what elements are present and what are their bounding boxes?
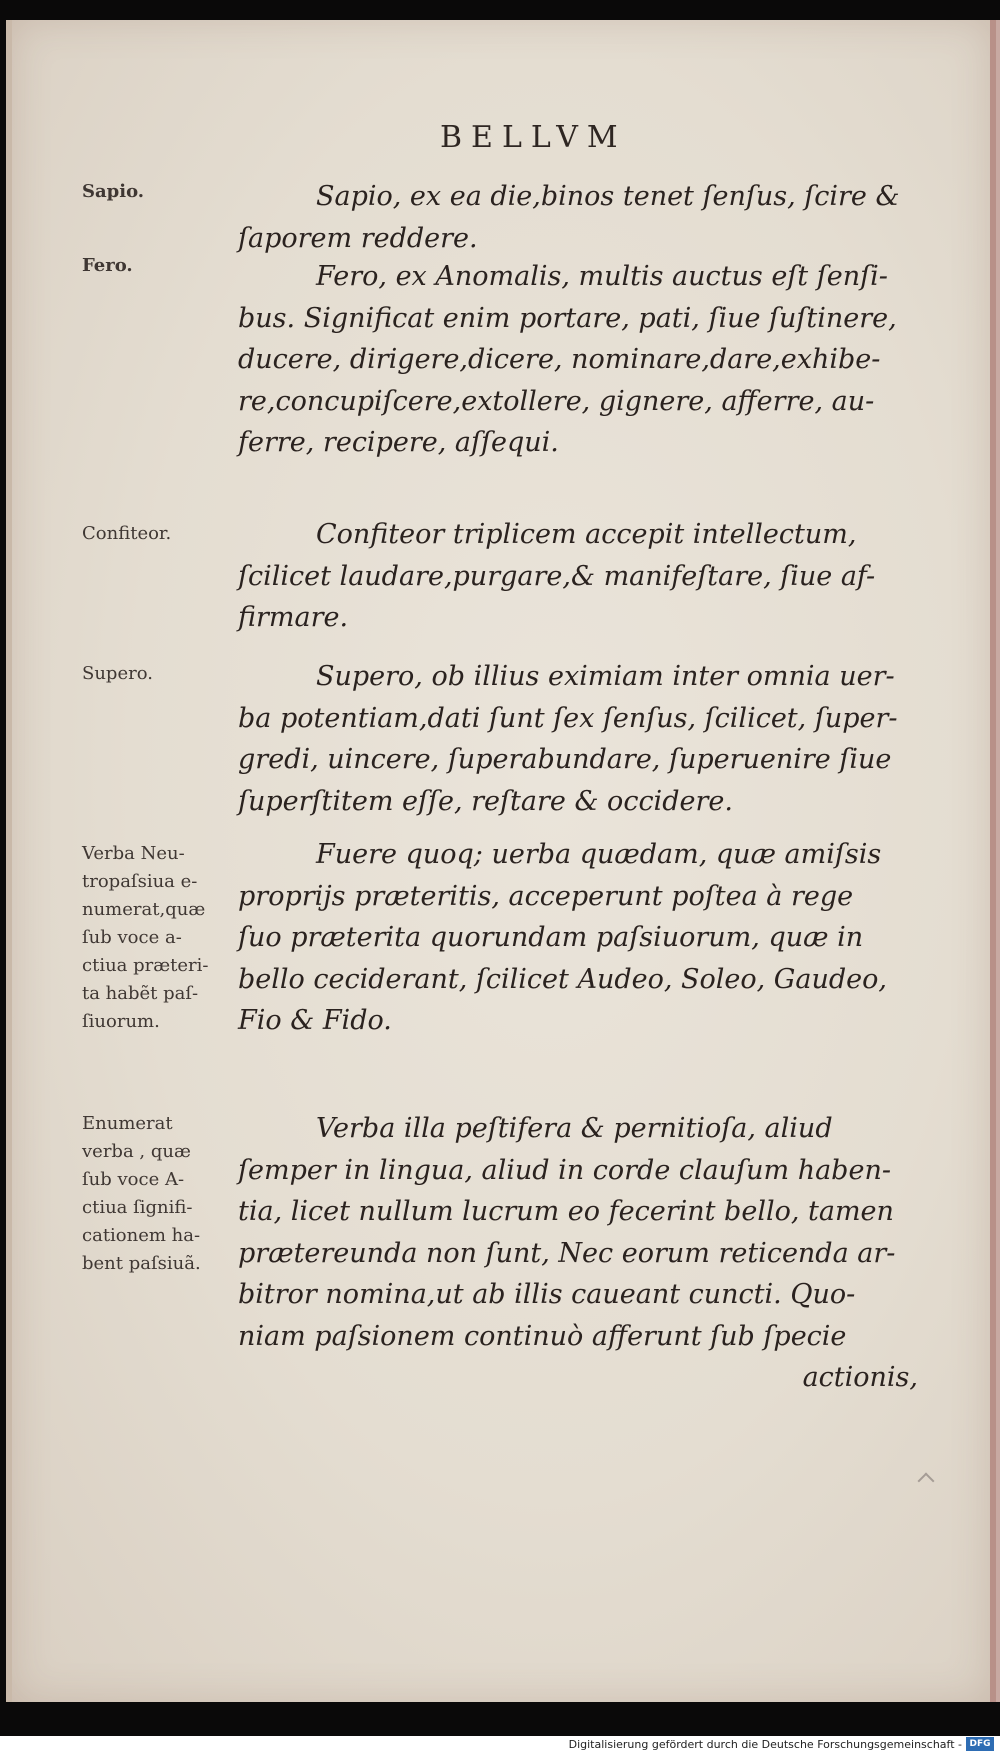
paragraph-confiteor: [238, 514, 918, 639]
gloss-line: Sapio.: [82, 181, 145, 202]
margin-gloss-sapio: [82, 178, 232, 206]
text-line: niam paſsionem continuò afferunt ſub ſpecie: [238, 1320, 847, 1352]
text-line: Verba illa peſtifera & pernitioſa, aliud: [316, 1113, 833, 1144]
gloss-line: tropaſsiua e-: [82, 871, 198, 892]
text-line: ſuo præterita quorundam paſsiuorum, quæ in: [238, 922, 864, 953]
text-line: Fuere quoq; uerba quædam, quæ amiſsis: [316, 839, 882, 870]
gloss-line: cationem ha-: [82, 1225, 201, 1246]
paragraph-neutropassiva: [238, 834, 918, 1042]
text-line: Supero, ob illius eximiam inter omnia uer-: [316, 661, 895, 692]
text-line: Confiteor triplicem accepit intellectum,: [316, 519, 857, 550]
text-line: ba potentiam,dati ſunt ſex ſenſus, ſcilicet, ſuper-: [238, 702, 898, 734]
gloss-line: Supero.: [82, 663, 153, 684]
margin-gloss-confiteor: [82, 520, 232, 548]
text-line: firmare.: [238, 602, 349, 633]
text-line: re,concupiſcere,extollere, gignere, afferre, au-: [238, 385, 875, 417]
text-line: ſcilicet laudare,purgare,& manifeſtare, ſiue af-: [238, 560, 876, 592]
text-line: ſuperſtitem eſſe, reſtare & occidere.: [238, 785, 733, 817]
gloss-line: bent paſsiuã.: [82, 1253, 201, 1274]
gloss-line: ſub voce A-: [82, 1169, 185, 1190]
text-line: bello ceciderant, ſcilicet Audeo, Soleo, Gaudeo,: [238, 963, 887, 995]
margin-gloss-supero: [82, 660, 232, 688]
text-line: ducere, dirigere,dicere, nominare,dare,exhibe-: [238, 344, 881, 375]
text-line: Fio & Fido.: [238, 1005, 392, 1036]
margin-gloss-enumerat: [82, 1110, 232, 1278]
margin-gloss-neutropassiva: [82, 840, 232, 1036]
gloss-line: verba , quæ: [82, 1141, 191, 1162]
gloss-line: ctiua ſignifi-: [82, 1197, 193, 1218]
text-line: prætereunda non ſunt, Nec eorum reticenda ar-: [238, 1237, 896, 1269]
paragraph-fero: [238, 256, 918, 464]
gloss-line: ſiuorum.: [82, 1011, 160, 1032]
gloss-line: ctiua præteri-: [82, 955, 209, 976]
margin-gloss-fero: [82, 252, 232, 280]
catchword: actionis,: [802, 1362, 918, 1393]
gloss-line: ſub voce a-: [82, 927, 182, 948]
paragraph-sapio: [238, 176, 918, 259]
text-line: Fero, ex Anomalis, multis auctus eſt ſenſi-: [316, 261, 888, 292]
gloss-line: Verba Neu-: [82, 843, 185, 864]
running-head: BELLVM: [440, 120, 627, 155]
footer-credit: Digitalisierung gefördert durch die Deutsche Forschungsgemeinschaft -: [568, 1738, 962, 1751]
gloss-line: Confiteor.: [82, 523, 172, 544]
gloss-line: Enumerat: [82, 1113, 173, 1134]
text-line: bus. Significat enim portare, pati, ſiue ſuſtinere,: [238, 302, 897, 334]
gloss-line: ta habẽt paſ-: [82, 983, 199, 1004]
paragraph-enumerat: [238, 1108, 918, 1399]
text-line: gredi, uincere, ſuperabundare, ſuperuenire ſiue: [238, 744, 892, 775]
gloss-line: numerat,quæ: [82, 899, 206, 920]
text-line: ſemper in lingua, aliud in corde clauſum haben-: [238, 1154, 891, 1186]
text-line: proprijs præteritis, acceperunt poſtea à rege: [238, 880, 854, 912]
gloss-line: Fero.: [82, 255, 133, 276]
text-line: bitror nomina,ut ab illis caueant cuncti. Quo-: [238, 1279, 856, 1310]
dfg-logo: DFG: [966, 1737, 994, 1751]
text-line: ſaporem reddere.: [238, 222, 478, 254]
page-edge: [990, 20, 996, 1702]
paragraph-supero: [238, 656, 918, 822]
text-line: tia, licet nullum lucrum eo fecerint bello, tamen: [238, 1196, 894, 1227]
text-line: Sapio, ex ea die,binos tenet ſenſus, ſcire &: [316, 181, 900, 212]
text-line: ferre, recipere, aſſequi.: [238, 427, 559, 458]
